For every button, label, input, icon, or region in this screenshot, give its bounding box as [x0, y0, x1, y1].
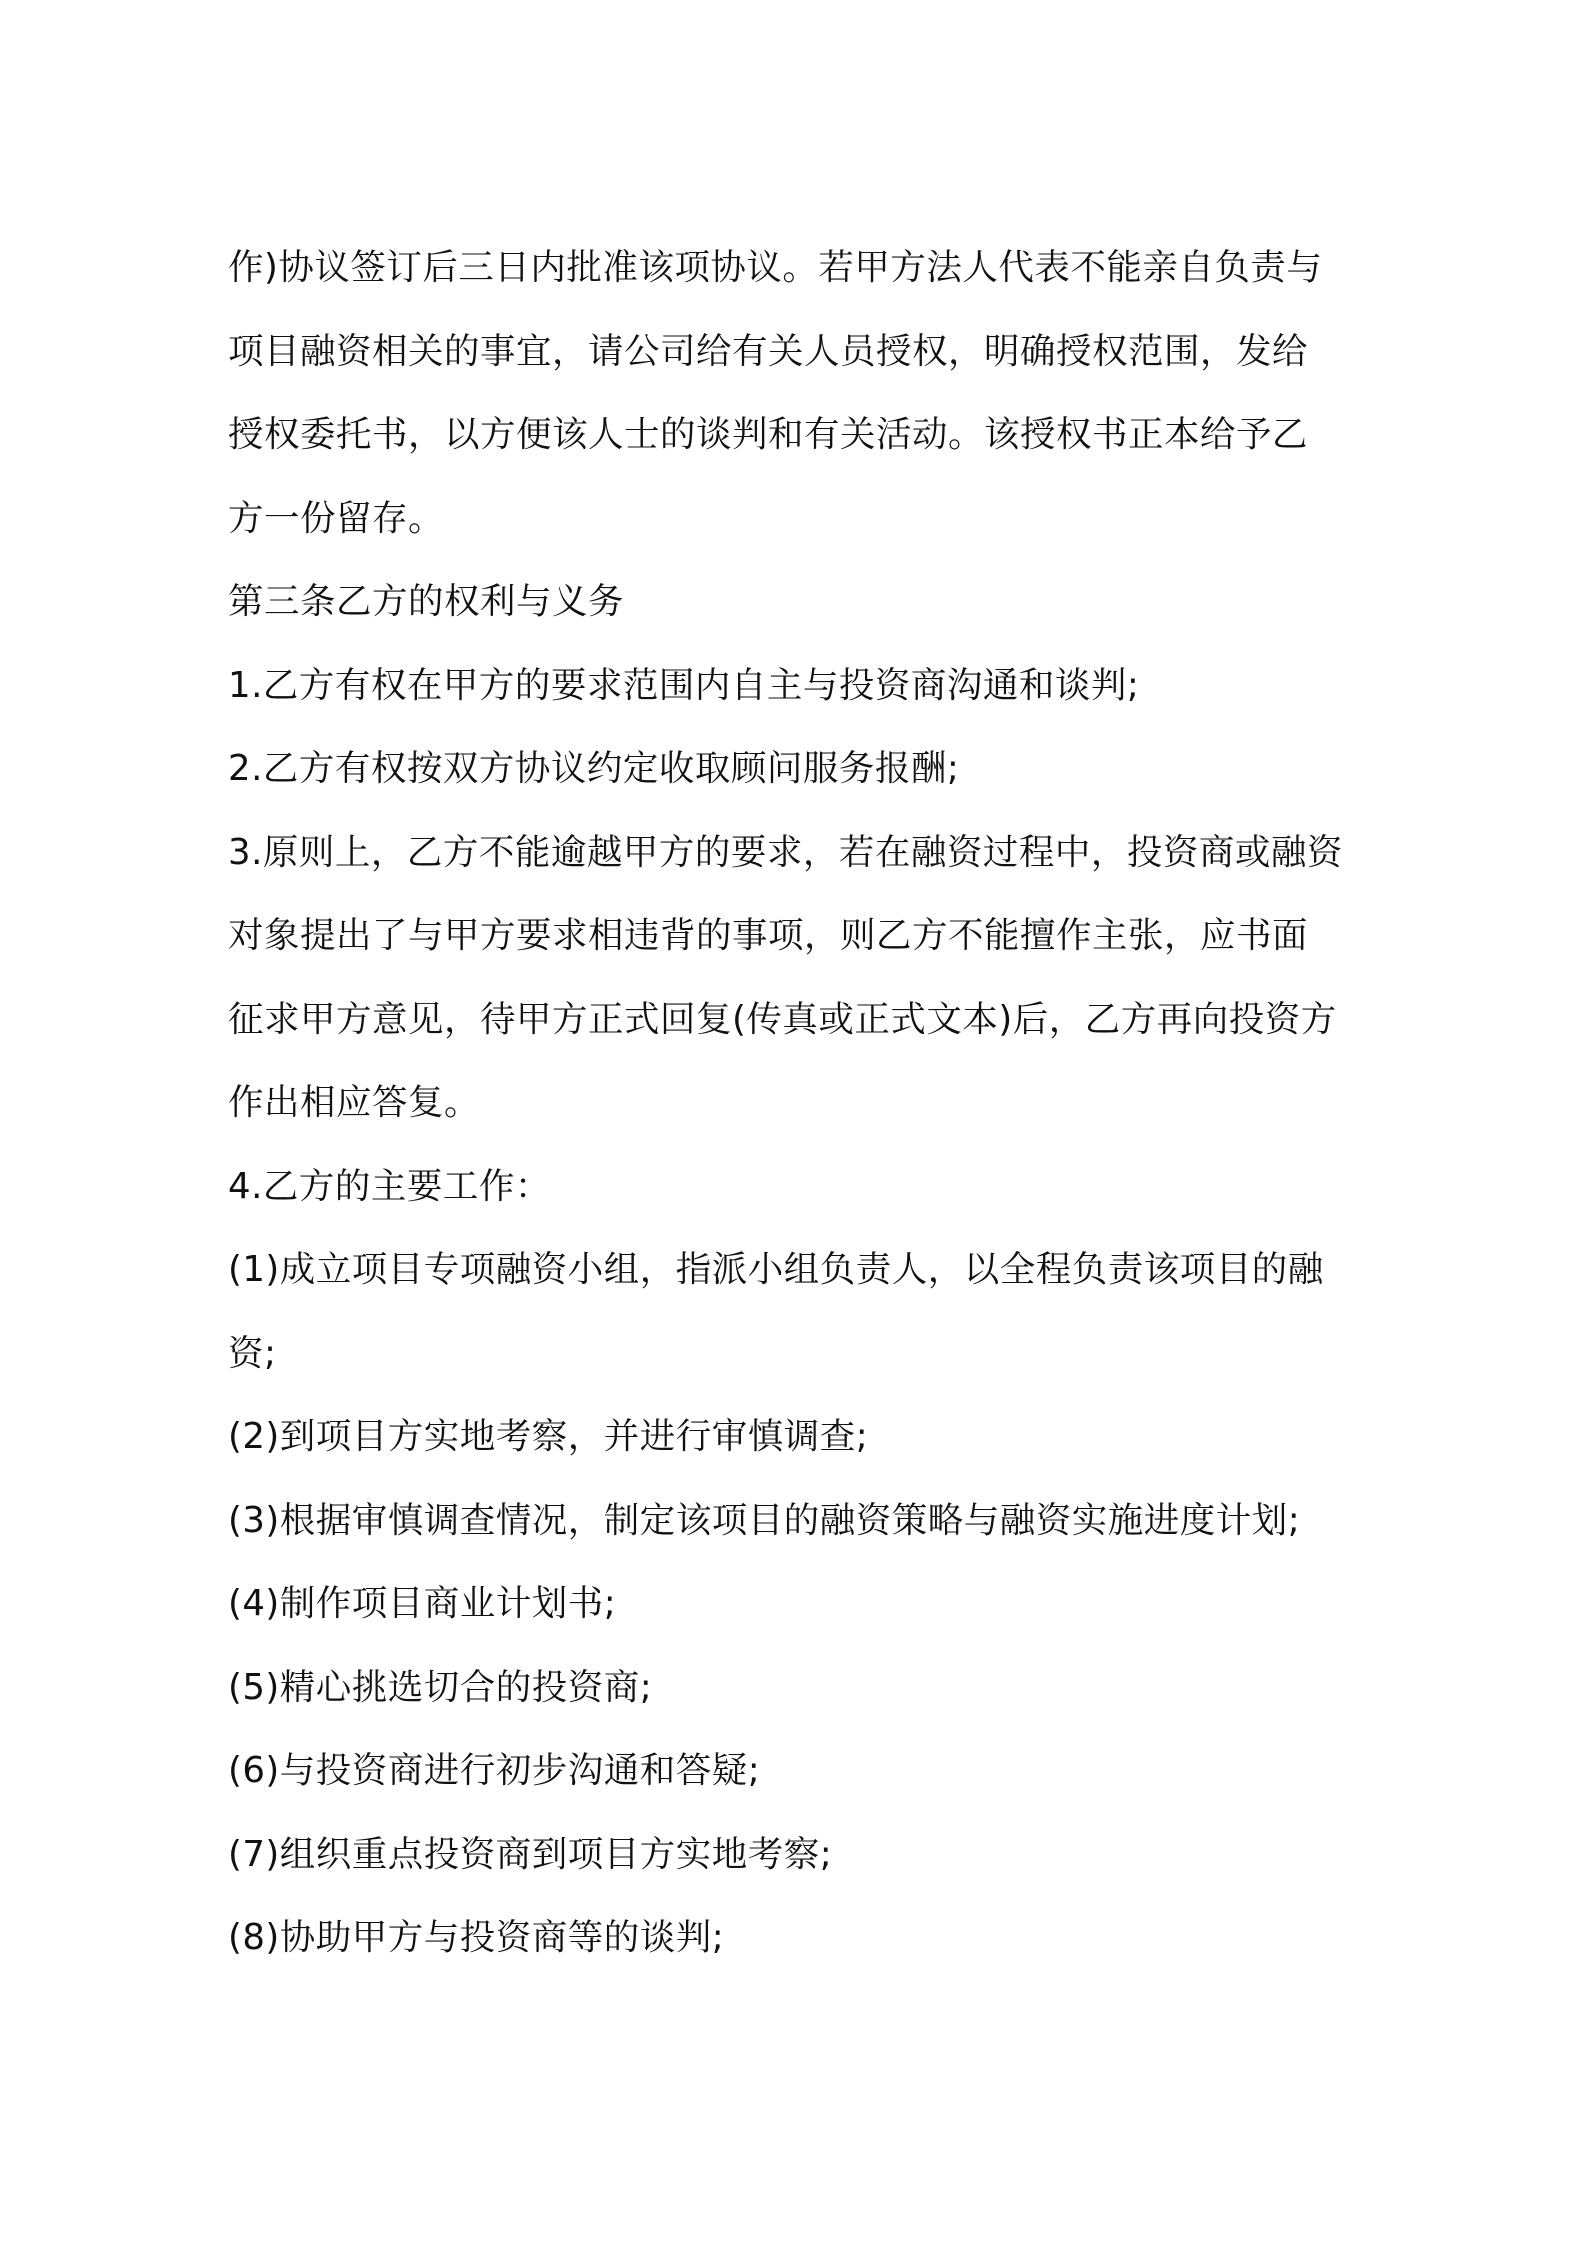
text-line: 征求甲方意见，待甲方正式回复(传真或正式文本)后，乙方再向投资方 [228, 998, 1337, 1040]
sub-list-item: (7)组织重点投资商到项目方实地考察; [228, 1833, 833, 1875]
sub-list-item: (3)根据审慎调查情况，制定该项目的融资策略与融资实施进度计划; [228, 1499, 1301, 1541]
text-line: 授权委托书，以方便该人士的谈判和有关活动。该授权书正本给予乙 [228, 414, 1309, 455]
sub-list-item: (8)协助甲方与投资商等的谈判; [228, 1917, 725, 1958]
list-item: 2.乙方有权按双方协议约定收取顾问服务报酬; [228, 748, 960, 789]
sub-list-item: (2)到项目方实地考察，并进行审慎调查; [228, 1416, 869, 1457]
text-line: 资; [228, 1332, 277, 1374]
list-item: 3.原则上，乙方不能逾越甲方的要求，若在融资过程中，投资商或融资 [228, 831, 1343, 873]
text-line: 作)协议签订后三日内批准该项协议。若甲方法人代表不能亲自负责与 [228, 247, 1323, 288]
text-line: 方一份留存。 [228, 497, 445, 539]
text-line: 作出相应答复。 [228, 1082, 481, 1123]
sub-list-item: (6)与投资商进行初步沟通和答疑; [228, 1750, 761, 1791]
sub-list-item: (1)成立项目专项融资小组，指派小组负责人，以全程负责该项目的融 [228, 1249, 1324, 1290]
list-item: 4.乙方的主要工作： [228, 1165, 551, 1207]
document-body [228, 230, 1368, 1984]
sub-list-item: (4)制作项目商业计划书; [228, 1583, 617, 1624]
list-item: 1.乙方有权在甲方的要求范围内自主与投资商沟通和谈判; [228, 664, 1140, 706]
text-line: 项目融资相关的事宜，请公司给有关人员授权，明确授权范围，发给 [228, 330, 1309, 372]
section-heading: 第三条乙方的权利与义务 [228, 581, 625, 622]
sub-list-item: (5)精心挑选切合的投资商; [228, 1666, 653, 1708]
text-line: 对象提出了与甲方要求相违背的事项，则乙方不能擅作主张，应书面 [228, 915, 1309, 956]
